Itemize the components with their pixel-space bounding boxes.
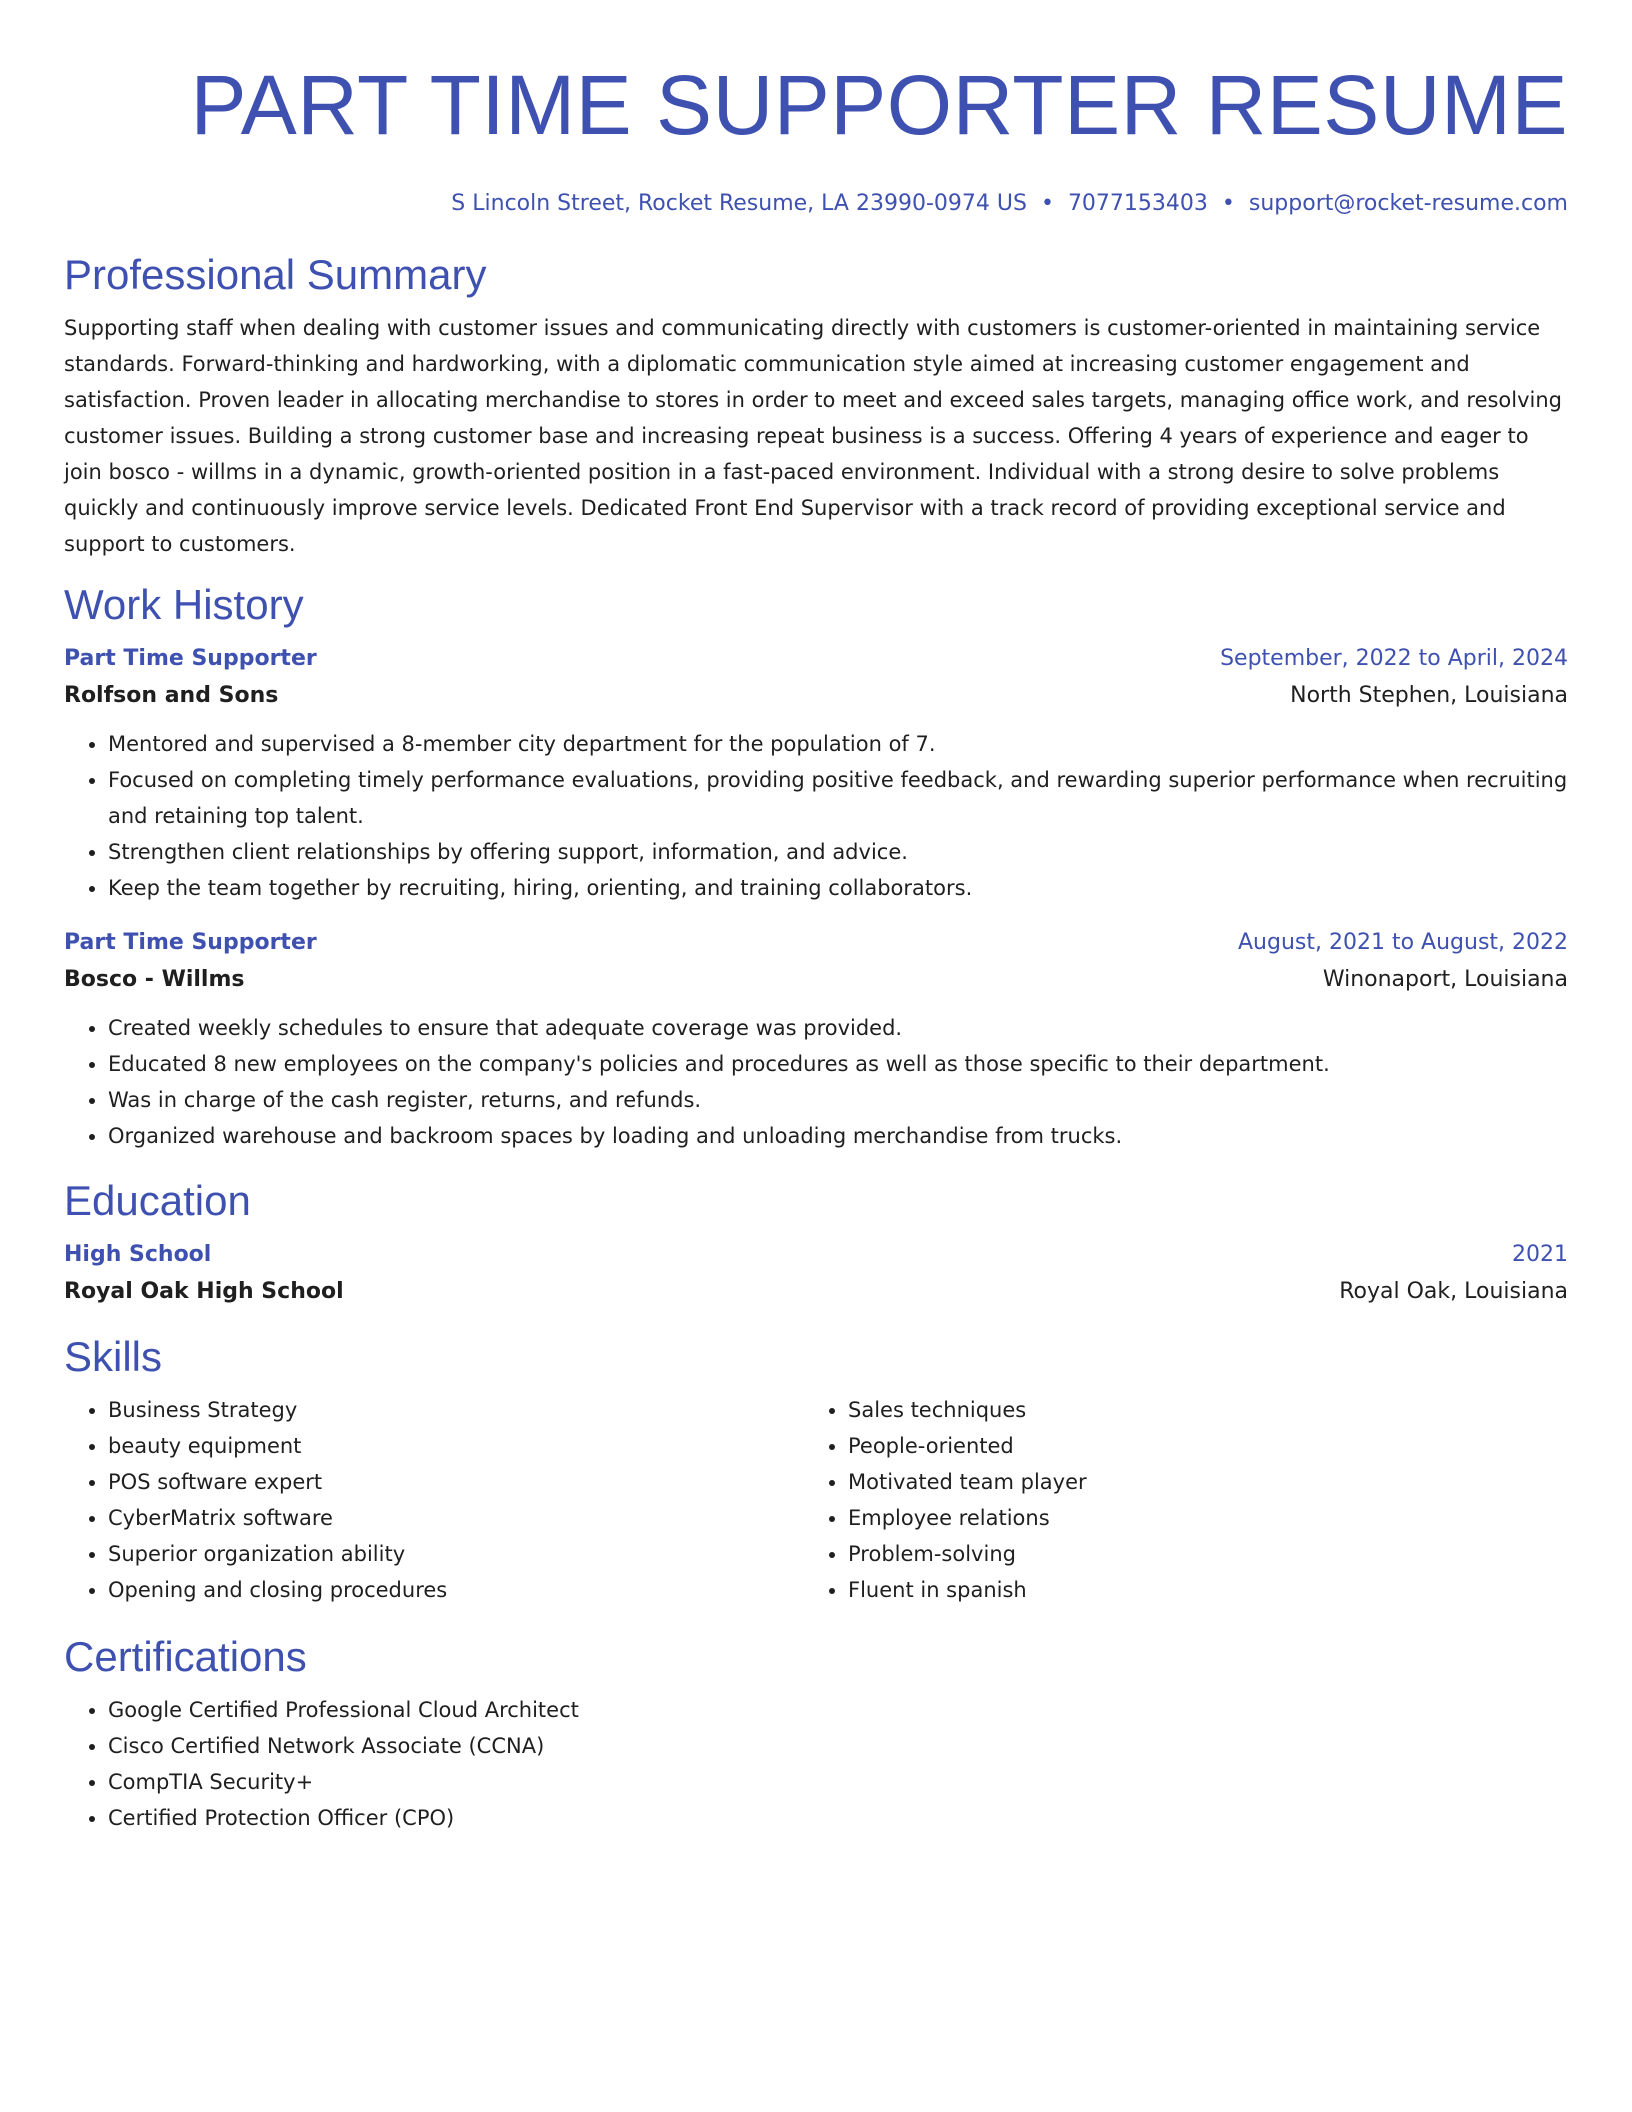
certifications-heading: Certifications	[64, 1633, 307, 1680]
job-dates: August, 2021 to August, 2022	[1238, 930, 1568, 955]
education-entry	[64, 1238, 1568, 1312]
list-item: • Cisco Certified Network Associate (CCNA)	[108, 1728, 1568, 1764]
list-item: • Superior organization ability	[108, 1536, 804, 1572]
education-header-row	[64, 1238, 1568, 1272]
list-item: • Created weekly schedules to ensure that adequate coverage was provided.	[108, 1010, 1568, 1046]
list-item: • Sales techniques	[848, 1392, 1544, 1428]
list-item: • Focused on completing timely performance evaluations, providing positive feedback, and rewarding superior performance when recruiting and retaining top talent.	[108, 762, 1568, 834]
job-title: Part Time Supporter	[64, 930, 317, 955]
certifications-list	[64, 1692, 1568, 1836]
job-header-row	[64, 926, 1568, 960]
education-school-row	[64, 1272, 1568, 1312]
list-item: • Organized warehouse and backroom spaces by loading and unloading merchandise from trucks.	[108, 1118, 1568, 1154]
skills-heading: Skills	[64, 1333, 163, 1380]
summary-heading: Professional Summary	[64, 251, 487, 298]
list-item: • People-oriented	[848, 1428, 1544, 1464]
list-item: • beauty equipment	[108, 1428, 804, 1464]
list-item: • POS software expert	[108, 1464, 804, 1500]
list-item: • Employee relations	[848, 1500, 1544, 1536]
contact-phone: 7077153403	[1067, 191, 1208, 216]
skills-list-right	[804, 1392, 1544, 1608]
list-item: • Motivated team player	[848, 1464, 1544, 1500]
job-entry	[64, 642, 1568, 906]
list-item: • Opening and closing procedures	[108, 1572, 804, 1608]
list-item: • Fluent in spanish	[848, 1572, 1544, 1608]
list-item: • Strengthen client relationships by offering support, information, and advice.	[108, 834, 1568, 870]
job-bullets	[64, 726, 1568, 906]
job-title: Part Time Supporter	[64, 646, 317, 671]
list-item: • CompTIA Security+	[108, 1764, 1568, 1800]
skills-grid	[64, 1392, 1568, 1608]
resume-title: PART TIME SUPPORTER RESUME	[190, 58, 1568, 152]
skills-list-left	[64, 1392, 804, 1608]
job-header-row	[64, 642, 1568, 676]
list-item: • CyberMatrix software	[108, 1500, 804, 1536]
list-item: • Educated 8 new employees on the company's policies and procedures as well as those specific to their department.	[108, 1046, 1568, 1082]
list-item: • Mentored and supervised a 8-member city department for the population of 7.	[108, 726, 1568, 762]
education-year: 2021	[1512, 1242, 1568, 1267]
contact-line	[64, 188, 1568, 220]
contact-separator: •	[1040, 191, 1054, 216]
job-location: Winonaport, Louisiana	[1322, 967, 1568, 992]
job-bullets	[64, 1010, 1568, 1154]
education-degree: High School	[64, 1242, 212, 1267]
list-item: • Certified Protection Officer (CPO)	[108, 1800, 1568, 1836]
contact-separator: •	[1221, 191, 1235, 216]
skills-column-left	[64, 1392, 804, 1608]
list-item: • Keep the team together by recruiting, hiring, orienting, and training collaborators.	[108, 870, 1568, 906]
list-item: • Business Strategy	[108, 1392, 804, 1428]
job-company-row	[64, 676, 1568, 716]
contact-email: support@rocket-resume.com	[1248, 191, 1568, 216]
job-dates: September, 2022 to April, 2024	[1220, 646, 1568, 671]
education-school: Royal Oak High School	[64, 1279, 344, 1304]
education-heading: Education	[64, 1177, 251, 1224]
summary-text: Supporting staff when dealing with customer issues and communicating directly with customers is customer-oriented in maintaining service standards. Forward-thinking and hardworking, with a diplomatic communication style aimed at increasing customer engagement and satisfaction. Proven leader in allocating merchandise to stores in order to meet and exceed sales targets, managing office work, and resolving customer issues. Building a strong customer base and increasing repeat business is a success. Offering 4 years of experience and eager to join bosco - willms in a dynamic, growth-oriented position in a fast-paced environment. Individual with a strong desire to solve problems quickly and continuously improve service levels. Dedicated Front End Supervisor with a track record of providing exceptional service and support to customers.	[64, 316, 1563, 556]
list-item: • Problem-solving	[848, 1536, 1544, 1572]
contact-address: S Lincoln Street, Rocket Resume, LA 23990-0974 US	[451, 191, 1027, 216]
job-company-row	[64, 960, 1568, 1000]
skills-column-right	[804, 1392, 1544, 1608]
job-entry	[64, 926, 1568, 1154]
job-company: Bosco - Willms	[64, 967, 245, 992]
work-history-heading: Work History	[64, 581, 304, 628]
job-location: North Stephen, Louisiana	[1290, 683, 1568, 708]
education-location: Royal Oak, Louisiana	[1339, 1279, 1568, 1304]
list-item: • Google Certified Professional Cloud Architect	[108, 1692, 1568, 1728]
job-company: Rolfson and Sons	[64, 683, 279, 708]
list-item: • Was in charge of the cash register, returns, and refunds.	[108, 1082, 1568, 1118]
